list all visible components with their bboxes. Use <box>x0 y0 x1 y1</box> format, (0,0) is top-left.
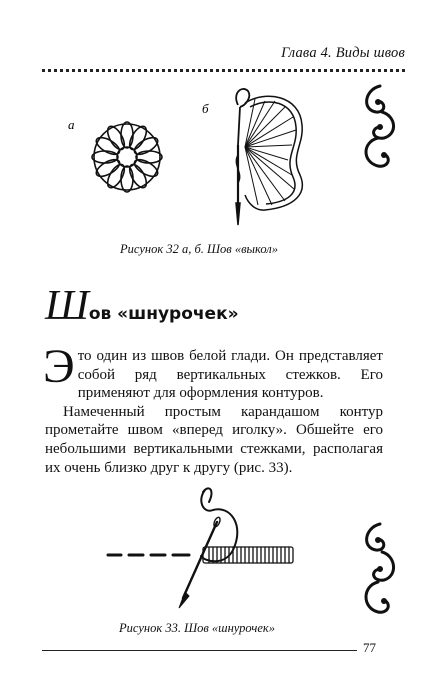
thread-loop <box>201 490 237 561</box>
eyelet-rosette <box>92 122 162 192</box>
body-text <box>43 340 383 477</box>
figure-33-illustration <box>105 480 305 620</box>
needle <box>183 522 217 598</box>
figure-32-illustration <box>60 85 340 235</box>
eyelet-fan-stitch <box>236 89 302 225</box>
paragraph-1 <box>43 340 383 403</box>
figure-33-caption: Рисунок 33. Шов «шнурочек» <box>119 621 275 635</box>
page-number: 77 <box>363 640 376 655</box>
paragraph-1-text: то один из швов белой глади. Он представляет собой ряд вертикальных стежков. Его применяют для оформления контуров. <box>77 348 383 402</box>
page-header <box>0 0 445 80</box>
figure-32-label-a: а <box>68 117 75 132</box>
drop-cap: Э <box>43 340 75 393</box>
section-heading-text: ов «шнурочек» <box>88 304 239 324</box>
figure-32-label-b: б <box>202 101 209 116</box>
section-heading <box>45 282 239 330</box>
paragraph-2: Намеченный простым карандашом контур прометайте швом «вперед иголку». Обшейте его небольшими вертикальными стежками, располагая их очень близко друг к другу (рис. 33). <box>45 403 383 476</box>
footer-rule <box>42 650 357 651</box>
scroll-ornament-top <box>352 82 402 170</box>
section-heading-initial: Ш <box>45 283 89 329</box>
scroll-ornament-bottom <box>352 520 402 620</box>
chapter-title: Глава 4. Виды швов <box>281 45 405 61</box>
figure-32-caption: Рисунок 32 а, б. Шов «выкол» <box>120 242 278 256</box>
header-dotted-rule <box>42 69 405 72</box>
